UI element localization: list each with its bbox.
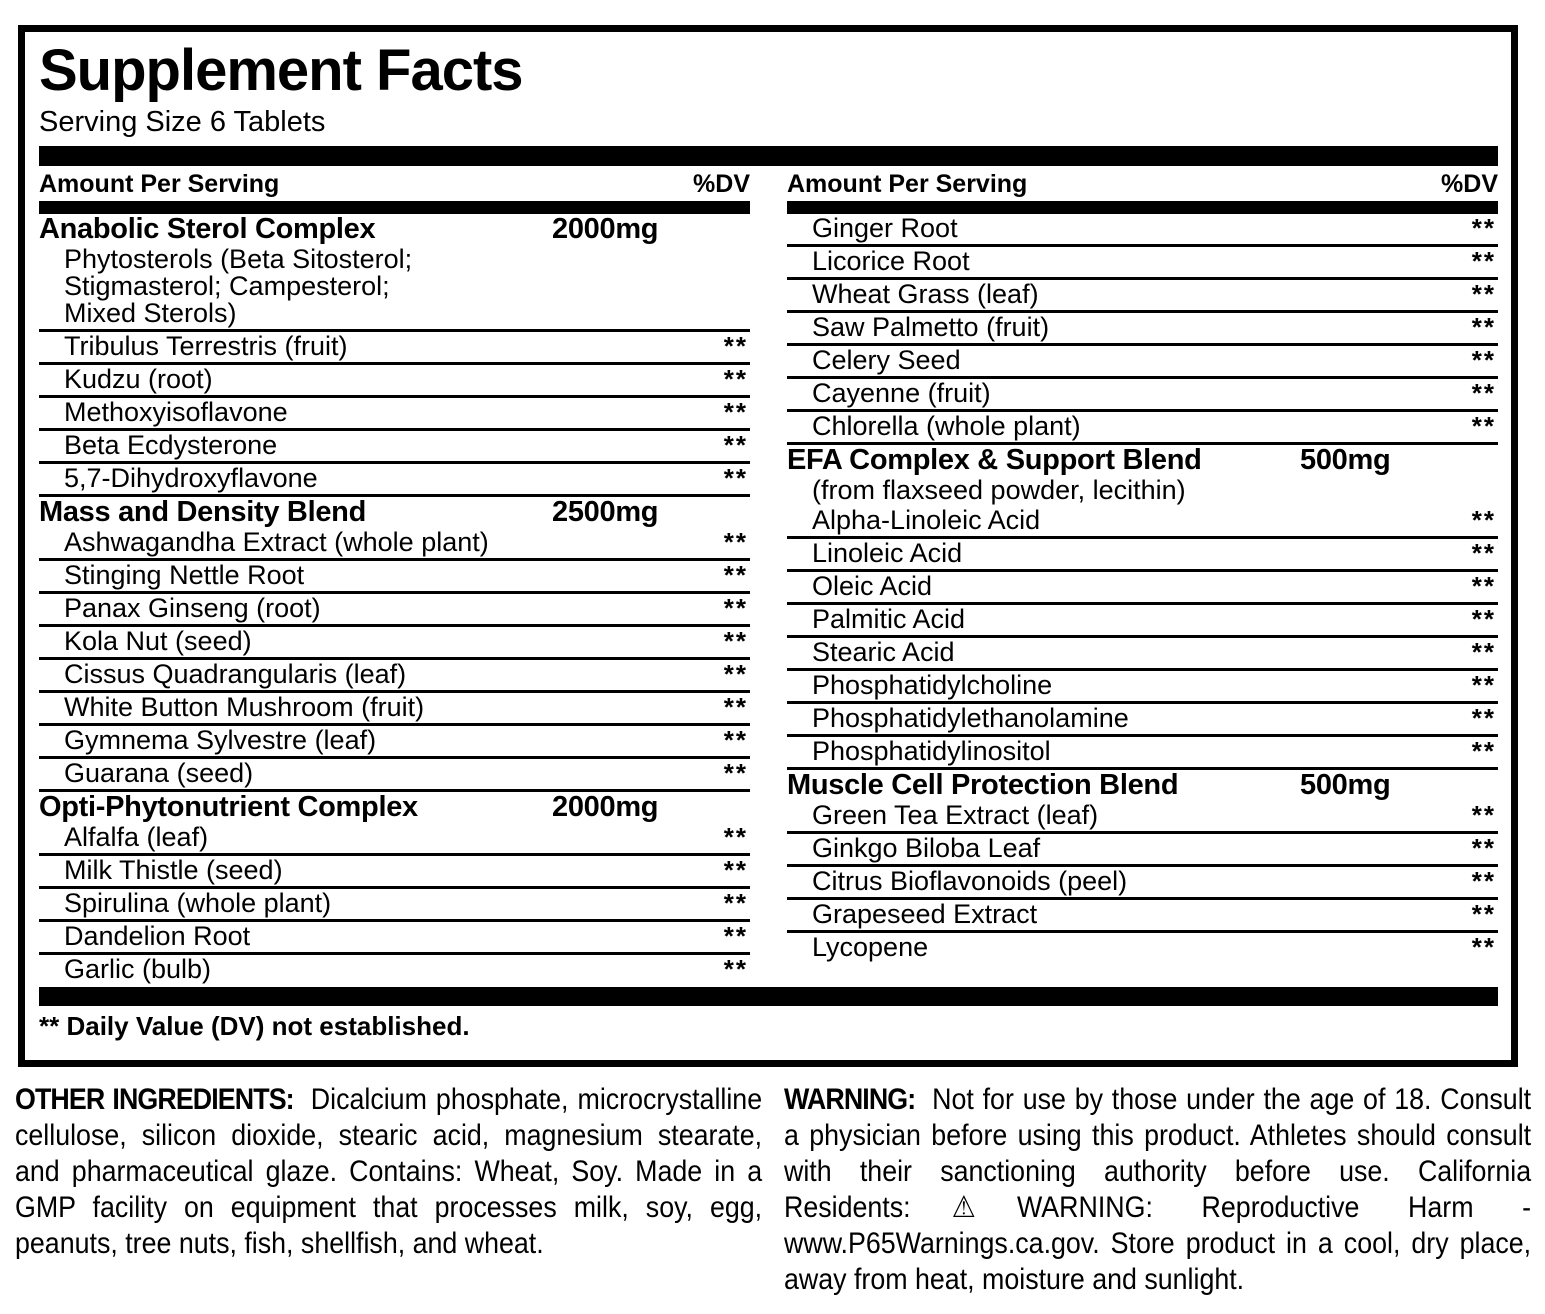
ingredient-list-right — [787, 214, 1498, 963]
ingredient-name: Grapeseed Extract — [812, 899, 1038, 929]
ingredient-row — [39, 395, 750, 428]
ingredient-row — [787, 734, 1498, 767]
ingredient-row — [787, 635, 1498, 668]
ingredient-name: White Button Mushroom (fruit) — [64, 692, 425, 722]
column-header-amount: Amount Per Serving — [787, 170, 1028, 198]
ingredient-row — [787, 343, 1498, 376]
ingredient-name: Alpha-Linoleic Acid — [812, 505, 1041, 535]
section-name: Mass and Density Blend — [39, 496, 366, 528]
ingredient-name: Guarana (seed) — [64, 758, 254, 788]
other-ingredients-section — [15, 1082, 762, 1298]
dv-asterisks: ** — [723, 725, 748, 755]
ingredient-name: Phosphatidylcholine — [812, 670, 1053, 700]
ingredient-name: Garlic (bulb) — [64, 954, 212, 984]
section-name: EFA Complex & Support Blend — [787, 444, 1202, 476]
label-footer — [15, 1082, 1531, 1298]
dv-asterisks: ** — [1471, 505, 1496, 535]
ingredient-row — [39, 756, 750, 789]
ingredient-row — [787, 376, 1498, 409]
ingredient-row — [39, 952, 750, 985]
ingredient-name: Cayenne (fruit) — [812, 378, 991, 408]
warning-paragraph — [784, 1082, 1531, 1298]
warning-heading: WARNING: — [784, 1083, 916, 1116]
dv-asterisks: ** — [1471, 279, 1496, 309]
dv-asterisks: ** — [1471, 703, 1496, 733]
ingredient-row — [787, 214, 1498, 244]
section-row — [39, 789, 750, 823]
ingredient-name: Lycopene — [812, 932, 929, 962]
serving-size: Serving Size 6 Tablets — [39, 106, 326, 138]
ingredient-row — [787, 244, 1498, 277]
dv-asterisks: ** — [723, 921, 748, 951]
ingredient-name: Oleic Acid — [812, 571, 933, 601]
section-amount: 500mg — [1300, 769, 1391, 801]
dv-asterisks: ** — [1471, 411, 1496, 441]
ingredient-name: Methoxyisoflavone — [64, 397, 288, 427]
ingredient-row — [39, 428, 750, 461]
ingredient-columns — [39, 166, 1498, 985]
dv-asterisks: ** — [723, 397, 748, 427]
ingredient-name: Kudzu (root) — [64, 364, 213, 394]
other-ingredients-heading: OTHER INGREDIENTS: — [15, 1083, 294, 1116]
ingredient-row — [787, 701, 1498, 734]
ingredient-row — [787, 476, 1498, 506]
dv-asterisks: ** — [1471, 571, 1496, 601]
ingredient-name: Milk Thistle (seed) — [64, 855, 283, 885]
section-name: Opti-Phytonutrient Complex — [39, 791, 418, 823]
column-header — [39, 166, 750, 201]
dv-asterisks: ** — [723, 430, 748, 460]
ingredient-row — [39, 690, 750, 723]
column-header-dv: %DV — [1441, 170, 1498, 198]
ingredient-name: Alfalfa (leaf) — [64, 822, 209, 852]
ingredient-row — [39, 823, 750, 853]
ingredient-row — [787, 310, 1498, 343]
dv-asterisks: ** — [1471, 378, 1496, 408]
ingredient-row — [787, 409, 1498, 442]
dv-asterisks: ** — [1471, 213, 1496, 243]
ingredient-row — [787, 801, 1498, 831]
ingredient-row — [39, 853, 750, 886]
ingredient-name: Ginger Root — [812, 213, 958, 243]
section-amount: 500mg — [1300, 444, 1391, 476]
ingredient-name: Dandelion Root — [64, 921, 251, 951]
section-row — [787, 442, 1498, 476]
ingredient-name: 5,7-Dihydroxyflavone — [64, 463, 318, 493]
ingredient-row — [39, 657, 750, 690]
dv-asterisks: ** — [723, 692, 748, 722]
ingredient-row — [39, 723, 750, 756]
ingredient-name: Panax Ginseng (root) — [64, 593, 321, 623]
dv-asterisks: ** — [1471, 246, 1496, 276]
ingredient-name: Kola Nut (seed) — [64, 626, 252, 656]
ingredient-name: Cissus Quadrangularis (leaf) — [64, 659, 407, 689]
dv-asterisks: ** — [723, 626, 748, 656]
bottom-divider-bar — [39, 987, 1498, 1006]
other-ingredients-paragraph — [15, 1082, 762, 1262]
dv-asterisks: ** — [1471, 312, 1496, 342]
ingredient-name: Phytosterols (Beta Sitosterol; Stigmasterol; Campesterol; Mixed Sterols) — [64, 244, 413, 328]
ingredient-name: Phosphatidylinositol — [812, 736, 1051, 766]
warning-body: Not for use by those under the age of 18. Consult a physician before using this product. Athletes should consult with their sanctioning authority before use. California Residents:⚠WARNING: Reproductive Harm - www.P65Warnings.ca.gov. Store product in a cool, dry place, away from heat, moisture and sunlight. — [784, 1083, 1532, 1296]
ingredient-row — [39, 919, 750, 952]
ingredient-row — [39, 329, 750, 362]
dv-asterisks: ** — [723, 855, 748, 885]
ingredient-row — [787, 569, 1498, 602]
section-row — [39, 214, 750, 245]
dv-asterisks: ** — [1471, 932, 1496, 962]
ingredient-name: Tribulus Terrestris (fruit) — [64, 331, 348, 361]
ingredient-name: Licorice Root — [812, 246, 970, 276]
warning-section — [784, 1082, 1531, 1298]
column-header-dv: %DV — [693, 170, 750, 198]
ingredient-name: Stinging Nettle Root — [64, 560, 305, 590]
other-ingredients-body: Dicalcium phosphate, microcrystalline cellulose, silicon dioxide, stearic acid, magnesium stearate, and pharmaceutical glaze. Contains: Wheat, Soy. Made in a GMP facility on equipment that processes milk, soy, egg, peanuts, tree nuts, fish, shellfish, and wheat. — [15, 1083, 763, 1260]
section-row — [787, 767, 1498, 801]
dv-asterisks: ** — [1471, 345, 1496, 375]
section-row — [39, 494, 750, 528]
ingredient-name: Gymnema Sylvestre (leaf) — [64, 725, 377, 755]
ingredient-name: Beta Ecdysterone — [64, 430, 278, 460]
dv-asterisks: ** — [723, 527, 748, 557]
ingredient-name: Spirulina (whole plant) — [64, 888, 332, 918]
ingredient-list-left — [39, 214, 750, 985]
section-amount: 2000mg — [552, 791, 659, 823]
ingredient-row — [787, 506, 1498, 536]
column-header-amount: Amount Per Serving — [39, 170, 280, 198]
ingredient-name: Chlorella (whole plant) — [812, 411, 1081, 441]
dv-asterisks: ** — [1471, 670, 1496, 700]
ingredient-name: Stearic Acid — [812, 637, 955, 667]
ingredient-row — [787, 897, 1498, 930]
ingredient-row — [787, 536, 1498, 569]
dv-asterisks: ** — [1471, 833, 1496, 863]
ingredient-name: Phosphatidylethanolamine — [812, 703, 1129, 733]
ingredient-row — [787, 864, 1498, 897]
section-amount: 2500mg — [552, 496, 659, 528]
ingredient-row — [39, 624, 750, 657]
ingredient-row — [787, 930, 1498, 963]
dv-asterisks: ** — [723, 822, 748, 852]
ingredient-row — [39, 362, 750, 395]
supplement-facts-panel — [18, 25, 1518, 1067]
dv-asterisks: ** — [723, 560, 748, 590]
dv-asterisks: ** — [723, 593, 748, 623]
dv-asterisks: ** — [723, 463, 748, 493]
section-name: Muscle Cell Protection Blend — [787, 769, 1179, 801]
ingredient-name: Celery Seed — [812, 345, 961, 375]
dv-asterisks: ** — [723, 954, 748, 984]
top-divider-bar — [39, 146, 1498, 166]
ingredient-name: Citrus Bioflavonoids (peel) — [812, 866, 1128, 896]
dv-asterisks: ** — [723, 758, 748, 788]
ingredient-row — [39, 558, 750, 591]
section-amount: 2000mg — [552, 213, 659, 245]
ingredient-name: Wheat Grass (leaf) — [812, 279, 1039, 309]
ingredient-name: Saw Palmetto (fruit) — [812, 312, 1050, 342]
ingredient-row — [39, 528, 750, 558]
dv-asterisks: ** — [1471, 866, 1496, 896]
right-column — [787, 166, 1498, 985]
dv-asterisks: ** — [1471, 899, 1496, 929]
ingredient-name: (from flaxseed powder, lecithin) — [812, 475, 1186, 505]
section-name: Anabolic Sterol Complex — [39, 213, 376, 245]
ingredient-row — [39, 461, 750, 494]
ingredient-name: Ashwagandha Extract (whole plant) — [64, 527, 489, 557]
ingredient-row — [39, 245, 750, 329]
panel-title: Supplement Facts — [39, 38, 523, 103]
dv-asterisks: ** — [1471, 800, 1496, 830]
ingredient-row — [39, 886, 750, 919]
dv-asterisks: ** — [723, 888, 748, 918]
ingredient-row — [787, 668, 1498, 701]
dv-asterisks: ** — [723, 659, 748, 689]
column-header — [787, 166, 1498, 201]
ingredient-name: Ginkgo Biloba Leaf — [812, 833, 1041, 863]
ingredient-name: Linoleic Acid — [812, 538, 963, 568]
ingredient-row — [39, 591, 750, 624]
left-column — [39, 166, 750, 985]
ingredient-row — [787, 602, 1498, 635]
dv-asterisks: ** — [723, 331, 748, 361]
ingredient-name: Palmitic Acid — [812, 604, 966, 634]
dv-asterisks: ** — [1471, 604, 1496, 634]
ingredient-row — [787, 831, 1498, 864]
dv-asterisks: ** — [723, 364, 748, 394]
dv-asterisks: ** — [1471, 637, 1496, 667]
dv-asterisks: ** — [1471, 736, 1496, 766]
dv-asterisks: ** — [1471, 538, 1496, 568]
ingredient-row — [787, 277, 1498, 310]
dv-footnote: ** Daily Value (DV) not established. — [39, 1011, 470, 1041]
ingredient-name: Green Tea Extract (leaf) — [812, 800, 1099, 830]
